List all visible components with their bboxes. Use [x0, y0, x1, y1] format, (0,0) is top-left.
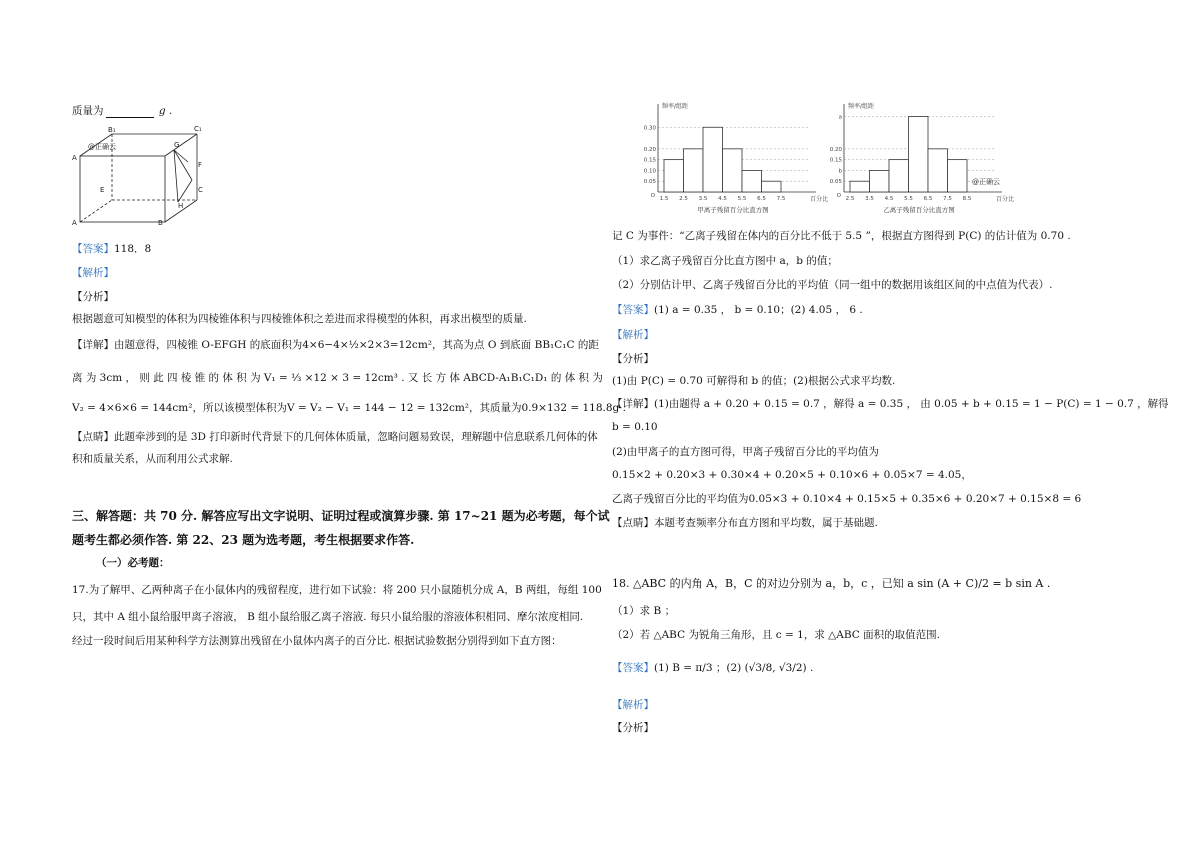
histogram-bar: [909, 116, 929, 192]
q17-dianjing: 【点睛】本题考查频率分布直方图和平均数，属于基础题.: [612, 517, 878, 529]
q18-sub-2: （2）若 △ABC 为锐角三角形，且 c = 1，求 △ABC 面积的取值范围.: [612, 629, 940, 641]
q17-fenxi-tag: 【分析】: [612, 353, 654, 365]
x-tick-label: 3.5: [865, 196, 874, 202]
q17-sub-2: （2）分别估计甲、乙离子残留百分比的平均值（同一组中的数据用该组区间的中点值为代表）.: [612, 279, 1053, 291]
histogram-title: 甲离子残留百分比直方图: [697, 206, 769, 214]
x-tick-label: 8.5: [962, 196, 972, 202]
q18-answer-line: [612, 660, 813, 675]
label-c1: C₁: [194, 125, 202, 133]
answer-value: 118．8: [114, 243, 152, 255]
x-tick-label: 5.5: [904, 196, 913, 202]
y-tick-label: b: [838, 168, 842, 175]
q17-answer-value: (1) a = 0.35 ， b = 0.10；(2) 4.05 ， 6 .: [654, 304, 863, 316]
q17-detail-5: 乙离子残留百分比的平均值为0.05×3 + 0.10×4 + 0.15×5 + 0.35×6 + 0.20×7 + 0.15×8 = 6: [612, 493, 1082, 505]
q17-detail-1: 【详解】(1)由题得 a + 0.20 + 0.15 = 0.7 ，解得 a = 0.35 ， 由 0.05 + b + 0.15 = 1 − P(C) = 1 − 0.7 ，解得: [612, 398, 1169, 410]
q18-fenxi-tag: 【分析】: [612, 722, 654, 734]
y-axis-label: 频率/组距: [662, 103, 689, 110]
histogram-bar: [889, 160, 909, 192]
jiexi-tag: 【解析】: [72, 267, 114, 279]
origin-label: O: [836, 193, 841, 199]
label-a: A: [72, 154, 77, 162]
y-tick-label: 0.20: [643, 146, 656, 153]
x-tick-label: 6.5: [923, 196, 933, 202]
x-tick-label: 3.5: [698, 196, 708, 202]
dianjing-line-2: 积和质量关系，从而利用公式求解.: [72, 453, 233, 465]
histogram-jia: [640, 100, 830, 215]
q17-fenxi-text: (1)由 P(C) = 0.70 可解得和 b 的值；(2)根据公式求平均数.: [612, 375, 896, 387]
x-axis-label: 百分比: [996, 196, 1015, 203]
y-tick-label: a: [838, 114, 842, 121]
histogram-bar: [928, 149, 948, 192]
histogram-yi: [826, 100, 1016, 215]
q18-answer-tag: 【答案】: [612, 662, 654, 674]
y-tick-label: 0.05: [829, 179, 842, 186]
q18-jiexi-tag: 【解析】: [612, 699, 654, 711]
label-b: B: [158, 219, 163, 226]
y-tick-label: 0.05: [643, 179, 656, 186]
section3-title-1: 三、解答题：共 70 分. 解答应写出文字说明、证明过程或演算步骤. 第 17~21 题为必考题，每个试: [72, 509, 610, 523]
q17-answer-line: [612, 302, 863, 317]
answer-tag: 【答案】: [72, 243, 114, 255]
watermark-left: @正确云: [88, 143, 116, 151]
histogram-bar: [664, 160, 684, 192]
label-h: H: [178, 202, 184, 210]
y-tick-label: 0.15: [643, 157, 656, 164]
x-tick-label: 1.5: [659, 196, 669, 202]
dianjing-line-1: 【点睛】此题牵涉到的是 3D 打印新时代背景下的几何体体质量，忽略问题易致误，理解题中信息联系几何体的体: [72, 431, 598, 443]
quality-line: [72, 103, 172, 118]
q17-line-1: 17.为了解甲、乙两种离子在小鼠体内的残留程度，进行如下试验：将 200 只小鼠随机分成 A，B 两组，每组 100: [72, 584, 602, 596]
cuboid-figure: [70, 122, 210, 226]
section3-title-2: 题考生都必须作答. 第 22、23 题为选考题，考生根据要求作答.: [72, 533, 415, 547]
histogram-bar: [870, 170, 890, 192]
histogram-bar: [742, 170, 762, 192]
x-tick-label: 7.5: [943, 196, 952, 202]
histogram-bar: [723, 149, 743, 192]
q17-detail-4: 0.15×2 + 0.20×3 + 0.30×4 + 0.20×5 + 0.10×6 + 0.05×7 = 4.05，: [612, 469, 972, 481]
histogram-bar: [762, 181, 782, 192]
y-tick-label: 0.15: [829, 157, 842, 164]
x-tick-label: 4.5: [884, 196, 894, 202]
y-tick-label: 0.10: [643, 168, 656, 175]
x-tick-label: 2.5: [845, 196, 855, 202]
answer-line: [72, 241, 151, 256]
x-tick-label: 4.5: [718, 196, 727, 202]
q18-answer-value: (1) B = π/3 ；(2) (√3/8, √3/2) .: [654, 662, 814, 674]
histogram-bar: [948, 160, 968, 192]
histogram-bar: [684, 149, 704, 192]
q17-jiexi-tag: 【解析】: [612, 329, 654, 341]
detail-line-1: 【详解】由题意得，四棱锥 O-EFGH 的底面积为4×6−4×½×2×3=12cm²，其高为点 O 到底面 BB₁C₁C 的距: [72, 339, 599, 351]
histogram-title: 乙离子残留百分比直方图: [883, 206, 955, 214]
answer-blank: [106, 107, 154, 118]
watermark-right: @正确云: [972, 178, 1000, 186]
x-tick-label: 7.5: [776, 196, 786, 202]
label-f: F: [198, 161, 203, 169]
bikao-heading: （一）必考题：: [96, 557, 170, 569]
q17-line-2: 只，其中 A 组小鼠给服甲离子溶液， B 组小鼠给服乙离子溶液. 每只小鼠给服的溶液体积相同、摩尔浓度相同.: [72, 611, 584, 623]
q18-stem: 18. △ABC 的内角 A，B，C 的对边分别为 a，b，c ，已知 a sin (A + C)/2 = b sin A .: [612, 577, 1051, 590]
y-axis-label: 频率/组距: [848, 103, 875, 110]
label-g: G: [174, 141, 180, 149]
q17-detail-2: b = 0.10: [612, 421, 658, 433]
detail-line-3: V₂ = 4×6×6 = 144cm²，所以该模型体积为V = V₂ − V₁ = 144 − 12 = 132cm²，其质量为0.9×132 = 118.8g .: [72, 402, 626, 414]
quality-suffix: g .: [158, 105, 173, 117]
origin-label: O: [650, 193, 655, 199]
q18-sub-1: （1）求 B ；: [612, 605, 676, 617]
detail-line-2: 离 为 3cm ， 则 此 四 棱 锥 的 体 积 为 V₁ = ⅓ ×12 × 3 = 12cm³ . 又 长 方 体 ABCD-A₁B₁C₁D₁ 的 体 积 为: [72, 372, 603, 384]
histogram-bar: [703, 127, 723, 192]
label-e: E: [100, 186, 105, 194]
y-tick-label: 0.20: [829, 146, 842, 153]
x-tick-label: 5.5: [737, 196, 747, 202]
y-tick-label: 0.30: [643, 125, 656, 132]
x-tick-label: 2.5: [679, 196, 688, 202]
label-a-bottom: A: [72, 219, 77, 226]
x-axis-label: 百分比: [810, 196, 829, 203]
q17-detail-3: (2)由甲离子的直方图可得，甲离子残留百分比的平均值为: [612, 446, 879, 458]
q17-line-3: 经过一段时间后用某种科学方法测算出残留在小鼠体内离子的百分比. 根据试验数据分别得到如下直方图：: [72, 635, 562, 647]
histogram-bar: [850, 181, 870, 192]
x-tick-label: 6.5: [757, 196, 766, 202]
label-b1: B₁: [108, 126, 116, 134]
fenxi-text: 根据题意可知模型的体积为四棱锥体积与四棱锥体积之差进而求得模型的体积，再求出模型的质量.: [72, 313, 527, 325]
label-c: C: [198, 186, 203, 194]
event-c-line: 记 C 为事件：“乙离子残留在体内的百分比不低于 5.5 ”，根据直方图得到 P(C) 的估计值为 0.70 .: [612, 230, 1071, 242]
q17-answer-tag: 【答案】: [612, 304, 654, 316]
quality-prefix: 质量为: [72, 105, 104, 117]
fenxi-tag: 【分析】: [72, 291, 114, 303]
q17-sub-1: （1）求乙离子残留百分比直方图中 a，b 的值；: [612, 255, 838, 267]
